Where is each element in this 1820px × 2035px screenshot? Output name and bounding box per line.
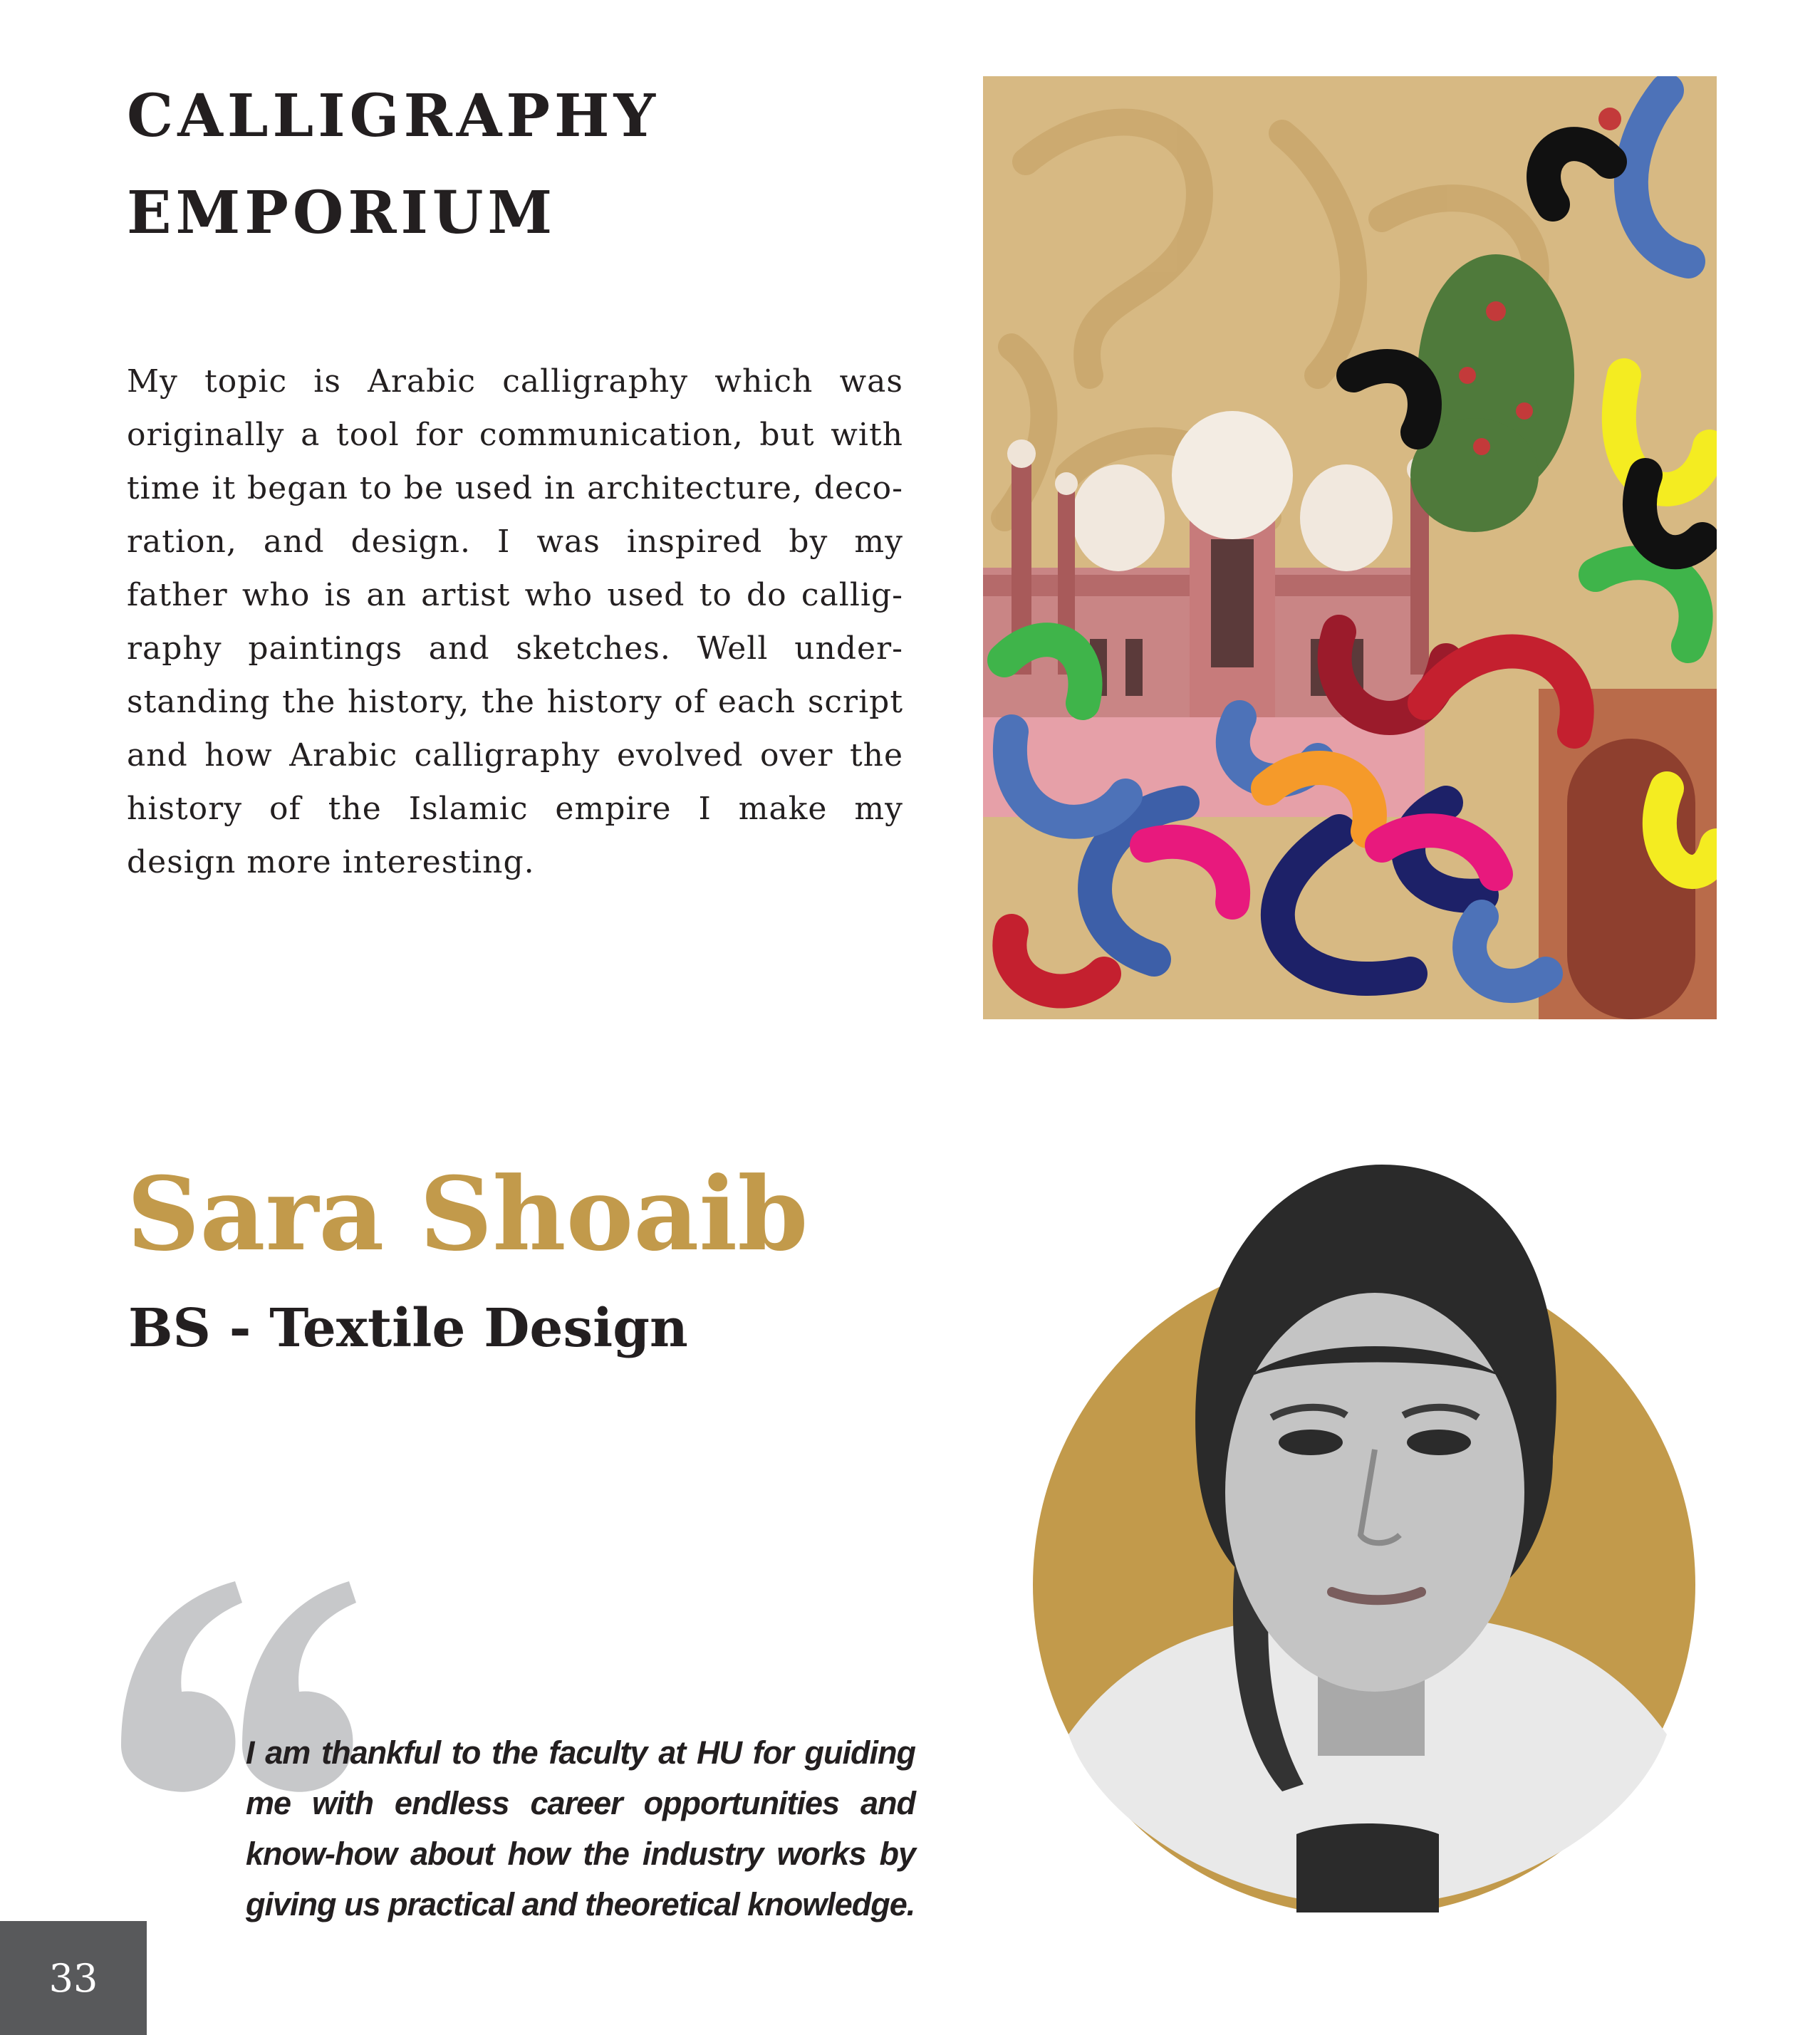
testimonial-quote: I am thankful to the faculty at HU for guiding me with endless career opportunities and know-how about how the industry works by giving us practical and theoretical knowledge.: [246, 1734, 915, 1922]
project-title: [127, 68, 660, 261]
project-description: My topic is Arabic calligraphy which was originally a tool for communication, but with time it began to be used in architecture, deco-ration, and design. I was inspired by my father who is an artist who used to do callig-raphy paintings and sketches. Well under-standing the history, the history of each script and how Arabic calligraphy evolved over the history of the Islamic empire I make my design more interesting.: [127, 363, 903, 880]
student-name: Sara Shoaib: [127, 1155, 808, 1274]
title-line-2: EMPORIUM: [127, 179, 557, 247]
page-number: 33: [0, 1921, 147, 2035]
calligraphy-artwork-image: [983, 76, 1717, 1019]
title-line-1: CALLIGRAPHY: [127, 82, 660, 150]
student-program: BS - Textile Design: [128, 1298, 688, 1359]
student-portrait-photo: [1012, 1122, 1724, 1912]
